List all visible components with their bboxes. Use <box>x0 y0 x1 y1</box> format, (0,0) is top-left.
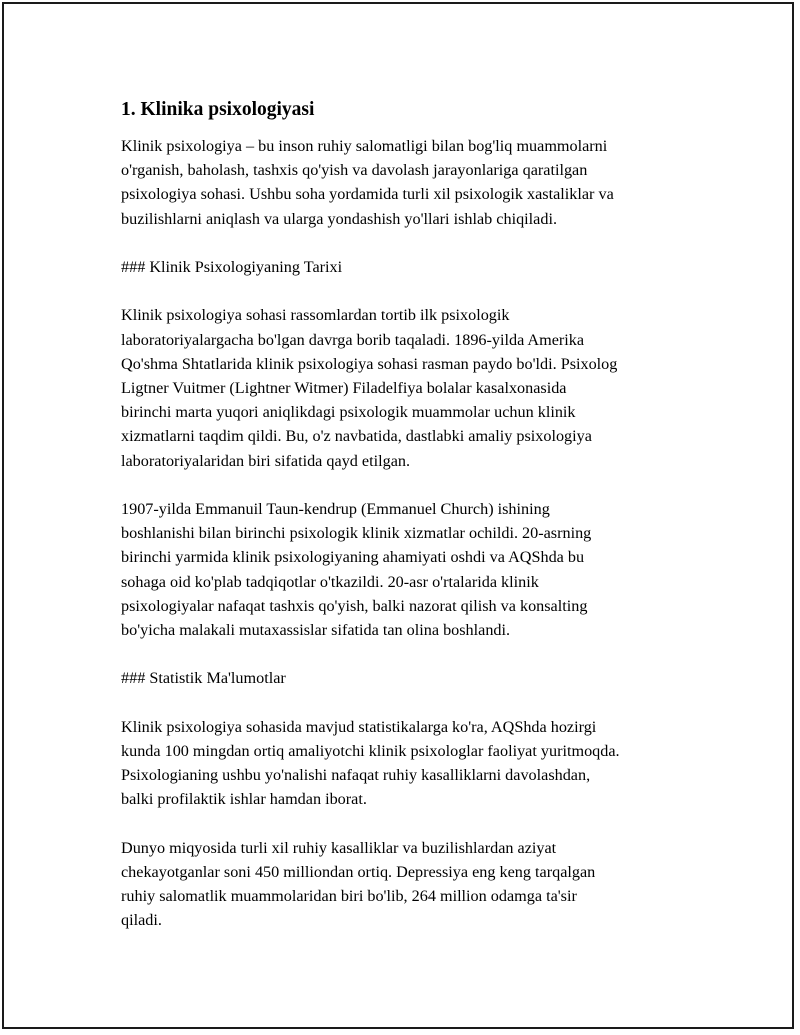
paragraph-spacer <box>121 231 701 255</box>
text-line: Dunyo miqyosida turli xil ruhiy kasalliklar va buzilishlardan aziyat <box>121 838 557 857</box>
text-line: 1907-yilda Emmanuil Taun-kendrup (Emmanuel Church) ishining <box>121 500 550 518</box>
statistics-paragraph-2 <box>121 836 701 933</box>
text-line: Klinik psixologiya sohasida mavjud statistikalarga ko'ra, AQShda hozirgi <box>121 717 597 736</box>
paragraph-spacer <box>121 812 701 836</box>
paragraph-spacer <box>121 691 701 715</box>
page-frame <box>2 2 794 1029</box>
history-paragraph-1 <box>121 303 701 472</box>
text-line: laboratoriyalaridan biri sifatida qayd etilgan. <box>121 451 411 470</box>
text-line: laboratoriyalargacha bo'lgan davrga borib taqaladi. 1896-yilda Amerika <box>121 330 585 349</box>
text-line: birinchi marta yuqori aniqlikdagi psixologik muammolar uchun klinik <box>121 403 576 422</box>
text-line: qiladi. <box>121 911 162 930</box>
text-line: Qo'shma Shtatlarida klinik psixologiya sohasi rasman paydo bo'ldi. Psixolog <box>121 354 618 373</box>
text-line: o'rganish, baholash, tashxis qo'yish va davolash jarayonlariga qaratilgan <box>121 161 588 180</box>
text-line: bo'yicha malakali mutaxassislar sifatida tan olina boshlandi. <box>121 621 511 640</box>
text-line: Ligtner Vuitmer (Lightner Witmer) Filadelfiya bolalar kasalxonasida <box>121 379 567 397</box>
text-line: Klinik psixologiya sohasi rassomlardan tortib ilk psixologik <box>121 306 510 325</box>
text-line: kunda 100 mingdan ortiq amaliyotchi klinik psixologlar faoliyat yuritmoqda. <box>121 742 620 760</box>
text-line: xizmatlarni taqdim qildi. Bu, o'z navbatida, dastlabki amaliy psixologiya <box>121 427 592 446</box>
paragraph-spacer <box>121 279 701 303</box>
document-title: 1. Klinika psixologiyasi <box>121 99 315 120</box>
text-line: birinchi yarmida klinik psixologiyaning ahamiyati oshdi va AQShda bu <box>121 548 585 567</box>
section-heading-statistics: ### Statistik Ma'lumotlar <box>121 669 286 688</box>
text-line: sohaga oid ko'plab tadqiqotlar o'tkazildi. 20-asr o'rtalarida klinik <box>121 572 539 591</box>
section-heading-history: ### Klinik Psixologiyaning Tarixi <box>121 258 343 276</box>
paragraph-spacer <box>121 642 701 666</box>
statistics-paragraph-1 <box>121 715 701 812</box>
text-line: Klinik psixologiya – bu inson ruhiy salomatligi bilan bog'liq muammolarni <box>121 137 608 155</box>
text-line: boshlanishi bilan birinchi psixologik klinik xizmatlar ochildi. 20-asrning <box>121 524 592 543</box>
history-paragraph-2 <box>121 497 701 642</box>
text-line: balki profilaktik ishlar hamdan iborat. <box>121 790 367 809</box>
text-line: Psixologianing ushbu yo'nalishi nafaqat ruhiy kasalliklarni davolashdan, <box>121 766 591 785</box>
text-line: chekayotganlar soni 450 milliondan ortiq. Depressiya eng keng tarqalgan <box>121 863 596 881</box>
text-line: ruhiy salomatlik muammolaridan biri bo'lib, 264 million odamga ta'sir <box>121 887 577 906</box>
text-line: psixologiya sohasi. Ushbu soha yordamida turli xil psixologik xastaliklar va <box>121 185 614 204</box>
intro-paragraph <box>121 134 701 231</box>
paragraph-spacer <box>121 473 701 497</box>
text-line: buzilishlarni aniqlash va ularga yondashish yo'llari ishlab chiqiladi. <box>121 209 557 228</box>
document-body <box>121 97 701 933</box>
text-line: psixologiyalar nafaqat tashxis qo'yish, balki nazorat qilish va konsalting <box>121 596 588 615</box>
